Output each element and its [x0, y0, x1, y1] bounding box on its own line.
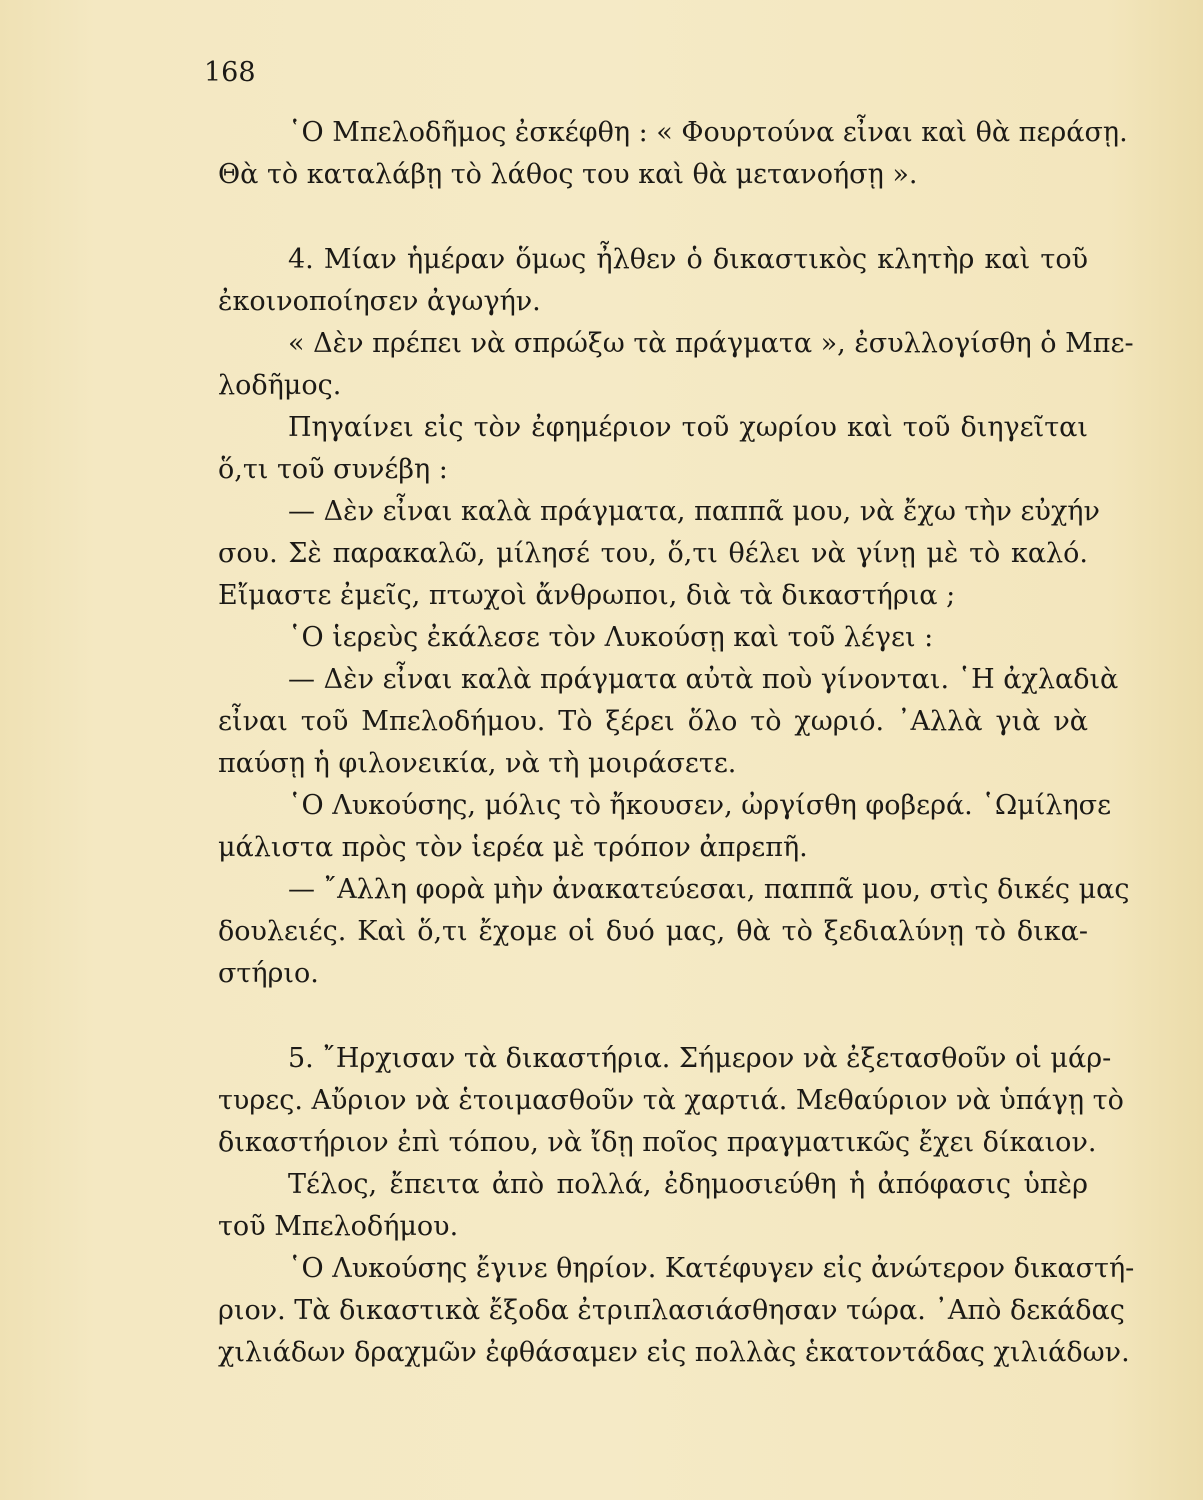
text-line: — ῎Αλλη φορὰ μὴν ἀνακατεύεσαι, παππᾶ μου, στὶς δικές μας [288, 874, 1130, 905]
text-line: 5. ῎Ηρχισαν τὰ δικαστήρια. Σήμερον νὰ ἐξετασθοῦν οἱ μάρ- [288, 1043, 1112, 1074]
text-line: παύσῃ ἡ φιλονεικία, νὰ τὴ μοιράσετε. [218, 748, 737, 779]
text-line: — Δὲν εἶναι καλὰ πράγματα, παππᾶ μου, νὰ ἔχω τὴν εὐχήν [288, 496, 1100, 527]
text-line: δικαστήριον ἐπὶ τόπου, νὰ ἴδῃ ποῖος πραγματικῶς ἔχει δίκαιον. [218, 1127, 1097, 1158]
body-text [218, 112, 1135, 1374]
text-line: ἐκοινοποίησεν ἀγωγήν. [218, 286, 541, 317]
page-number: 168 [204, 57, 256, 88]
text-line: — Δὲν εἶναι καλὰ πράγματα αὐτὰ ποὺ γίνονται. ῾Η ἀχλαδιὰ [288, 664, 1119, 695]
text-line: ῾Ο ἱερεὺς ἐκάλεσε τὸν Λυκούσῃ καὶ τοῦ λέγει : [288, 622, 934, 653]
text-line: Τέλος, ἔπειτα ἀπὸ πολλά, ἐδημοσιεύθη ἡ ἀπόφασις ὑπὲρ [288, 1169, 1088, 1200]
text-line: Θὰ τὸ καταλάβῃ τὸ λάθος του καὶ θὰ μετανοήσῃ ». [218, 159, 918, 190]
text-line: 4. Μίαν ἡμέραν ὅμως ἦλθεν ὁ δικαστικὸς κλητὴρ καὶ τοῦ [288, 244, 1088, 275]
text-line: ῾Ο Λυκούσης ἔγινε θηρίον. Κατέφυγεν εἰς ἀνώτερον δικαστή- [288, 1253, 1135, 1284]
text-line: χιλιάδων δραχμῶν ἐφθάσαμεν εἰς πολλὰς ἑκατοντάδας χιλιάδων. [218, 1337, 1130, 1368]
text-line: σου. Σὲ παρακαλῶ, μίλησέ του, ὅ,τι θέλει νὰ γίνῃ μὲ τὸ καλό. [218, 538, 1088, 569]
text-line: Πηγαίνει εἰς τὸν ἐφημέριον τοῦ χωρίου καὶ τοῦ διηγεῖται [288, 412, 1088, 443]
text-line: μάλιστα πρὸς τὸν ἱερέα μὲ τρόπον ἀπρεπῆ. [218, 832, 808, 863]
paragraph-gap [218, 196, 1088, 239]
text-line: λοδῆμος. [218, 370, 342, 401]
text-line: « Δὲν πρέπει νὰ σπρώξω τὰ πράγματα », ἐσυλλογίσθη ὁ Μπε- [288, 328, 1134, 359]
text-line: εἶναι τοῦ Μπελοδήμου. Τὸ ξέρει ὅλο τὸ χωριό. ᾿Αλλὰ γιὰ νὰ [218, 706, 1088, 737]
text-line: τυρες. Αὔριον νὰ ἑτοιμασθοῦν τὰ χαρτιά. Μεθαύριον νὰ ὑπάγῃ τὸ [218, 1085, 1124, 1116]
text-line: ῾Ο Λυκούσης, μόλις τὸ ἤκουσεν, ὠργίσθη φοβερά. ῾Ωμίλησε [288, 790, 1112, 821]
text-line: δουλειές. Καὶ ὅ,τι ἔχομε οἱ δυό μας, θὰ τὸ ξεδιαλύνῃ τὸ δικα- [218, 916, 1088, 947]
paragraph-gap [218, 995, 1088, 1038]
text-line: ῾Ο Μπελοδῆμος ἐσκέφθη : « Φουρτούνα εἶναι καὶ θὰ περάσῃ. [288, 117, 1128, 148]
text-line: ριον. Τὰ δικαστικὰ ἔξοδα ἐτριπλασιάσθησαν τώρα. ᾿Απὸ δεκάδας [218, 1295, 1125, 1326]
text-line: Εἴμαστε ἐμεῖς, πτωχοὶ ἄνθρωποι, διὰ τὰ δικαστήρια ; [218, 580, 956, 611]
text-line: στήριο. [218, 958, 319, 989]
text-line: ὅ,τι τοῦ συνέβη : [218, 454, 448, 485]
text-line: τοῦ Μπελοδήμου. [218, 1211, 459, 1242]
